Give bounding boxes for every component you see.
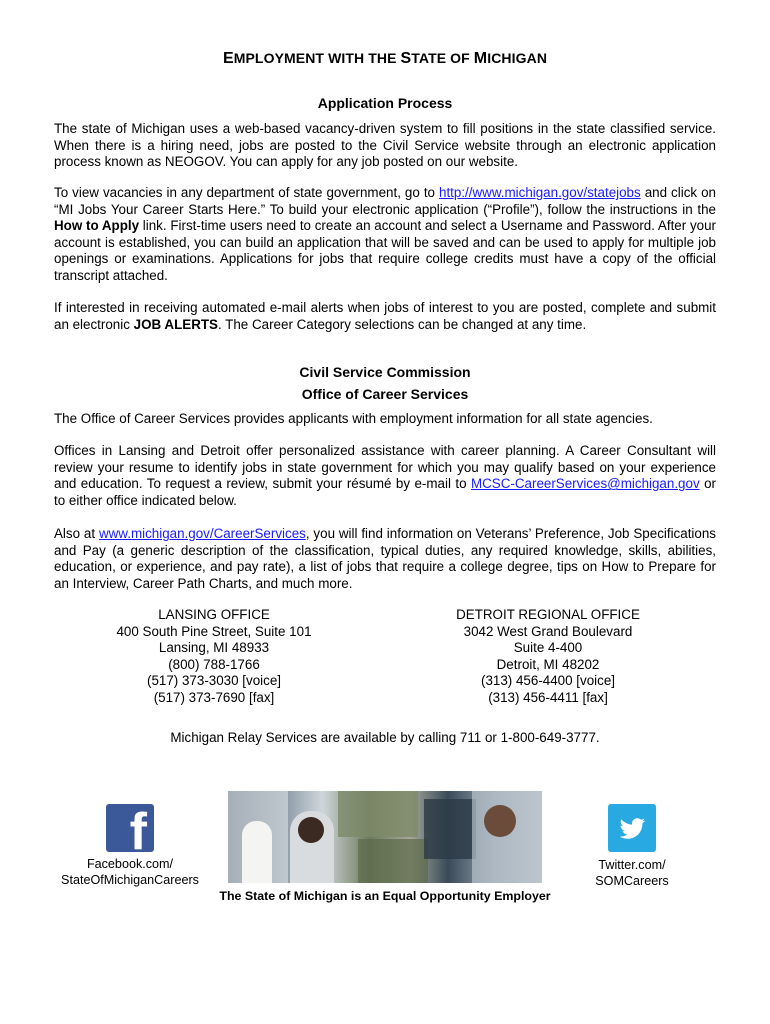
office-phone: (800) 788-1766	[168, 656, 260, 672]
civil-service-heading: Civil Service Commission	[299, 364, 471, 380]
text-run: . The Career Category selections can be changed at any time.	[217, 316, 587, 332]
photo-figure	[298, 817, 324, 843]
twitter-bird-icon	[608, 804, 656, 852]
page-title	[54, 50, 716, 68]
office-voice: (313) 456-4400 [voice]	[481, 673, 615, 689]
career-services-heading: Office of Career Services	[301, 386, 469, 402]
photo-panel	[358, 839, 428, 883]
text-run: Offices in Lansing and Detroit offer personalized assistance with career planning. A Career Consultant will review your resume to identify jobs in state government for which you may qualify based on your experience and education. To request a review, submit your résumé by e-mail to	[54, 443, 716, 492]
facebook-icon[interactable]	[106, 803, 154, 861]
office-city: Lansing, MI 48933	[158, 640, 270, 656]
title-part: MPLOYMENT WITH THE	[233, 50, 401, 66]
how-to-apply-text: How to Apply	[54, 218, 140, 234]
career-paragraph-2	[54, 443, 716, 509]
career-paragraph-1: The Office of Career Services provides applicants with employment information for all state agencies.	[54, 411, 653, 426]
job-alerts-text: JOB ALERTS	[133, 316, 218, 332]
career-paragraph-3	[54, 526, 716, 592]
text-run: Also at	[54, 526, 99, 541]
office-suite: Suite 4-400	[513, 640, 583, 656]
application-paragraph-3	[54, 300, 716, 333]
title-part: M	[473, 50, 488, 67]
facebook-link-line: StateOfMichiganCareers	[61, 873, 199, 887]
application-process-heading: Application Process	[317, 95, 453, 111]
career-services-link[interactable]: www.michigan.gov/CareerServices	[98, 526, 306, 541]
lansing-office	[84, 607, 344, 707]
facebook-link-line: Facebook.com/	[86, 857, 174, 871]
text-run: To view vacancies in any department of state government, go to	[54, 185, 439, 200]
office-city: Detroit, MI 48202	[496, 656, 600, 672]
office-street: 400 South Pine Street, Suite 101	[116, 623, 312, 639]
photo-figure	[484, 805, 516, 837]
text-run: If interested in receiving automated e-mail alerts when jobs of interest to you are posted, complete and submit an electronic	[54, 300, 716, 332]
text-run: or to either office indicated below.	[54, 476, 716, 508]
photo-figure	[242, 821, 272, 883]
office-street: 3042 West Grand Boulevard	[463, 623, 633, 639]
application-paragraph-2	[54, 185, 716, 285]
title-part: E	[222, 50, 234, 67]
office-fax: (517) 373-7690 [fax]	[153, 689, 275, 705]
application-paragraph-1: The state of Michigan uses a web-based vacancy-driven system to fill positions in the state classified service. When there is a hiring need, jobs are posted to the Civil Service website through an electronic application process known as NEOGOV. You can apply for any job posted on our website.	[54, 121, 716, 170]
office-name: LANSING OFFICE	[158, 607, 270, 622]
text-run: link. First-time users need to create an account and select a Username and Password. After your account is established, you can build an application that will be saved and can be used to apply for multiple job openings or examinations. Applications for jobs that require college credits must have a copy of the official transcript attached.	[54, 218, 716, 283]
office-voice: (517) 373-3030 [voice]	[147, 673, 281, 689]
title-part: TATE OF	[411, 50, 474, 66]
title-part: S	[400, 50, 412, 67]
text-run: , you will find information on Veterans’ Preference, Job Specifications and Pay (a generic description of the classification, typical duties, any required knowledge, skills, abilities, education, or experience, and pay rate), a list of jobs that require a college degree, tips on How to Prepare for an Interview, Career Path Charts, and much more.	[54, 526, 716, 591]
equal-opportunity-statement: The State of Michigan is an Equal Opportunity Employer	[219, 889, 551, 903]
title-part: ICHIGAN	[487, 50, 548, 66]
statejobs-link[interactable]: http://www.michigan.gov/statejobs	[439, 185, 641, 200]
twitter-link[interactable]	[576, 857, 688, 889]
office-name: DETROIT REGIONAL OFFICE	[456, 607, 640, 622]
photo-panel	[472, 791, 542, 883]
photo-panel	[338, 791, 418, 837]
facebook-glyph: f	[129, 803, 147, 861]
text-run: and click on “MI Jobs Your Career Starts Here.” To build your electronic application (“Profile”), follow the instructions in the	[54, 185, 716, 217]
office-fax: (313) 456-4411 [fax]	[488, 689, 608, 705]
career-services-email-link[interactable]: MCSC-CareerServices@michigan.gov	[470, 476, 700, 492]
employees-photo-collage	[228, 791, 542, 883]
twitter-icon[interactable]	[608, 804, 656, 852]
twitter-link-line: SOMCareers	[595, 874, 669, 888]
detroit-office	[418, 607, 678, 707]
facebook-link[interactable]	[40, 856, 220, 888]
relay-services-text: Michigan Relay Services are available by calling 711 or 1-800-649-3777.	[170, 730, 600, 745]
twitter-link-line: Twitter.com/	[598, 858, 666, 872]
photo-panel	[424, 799, 476, 859]
